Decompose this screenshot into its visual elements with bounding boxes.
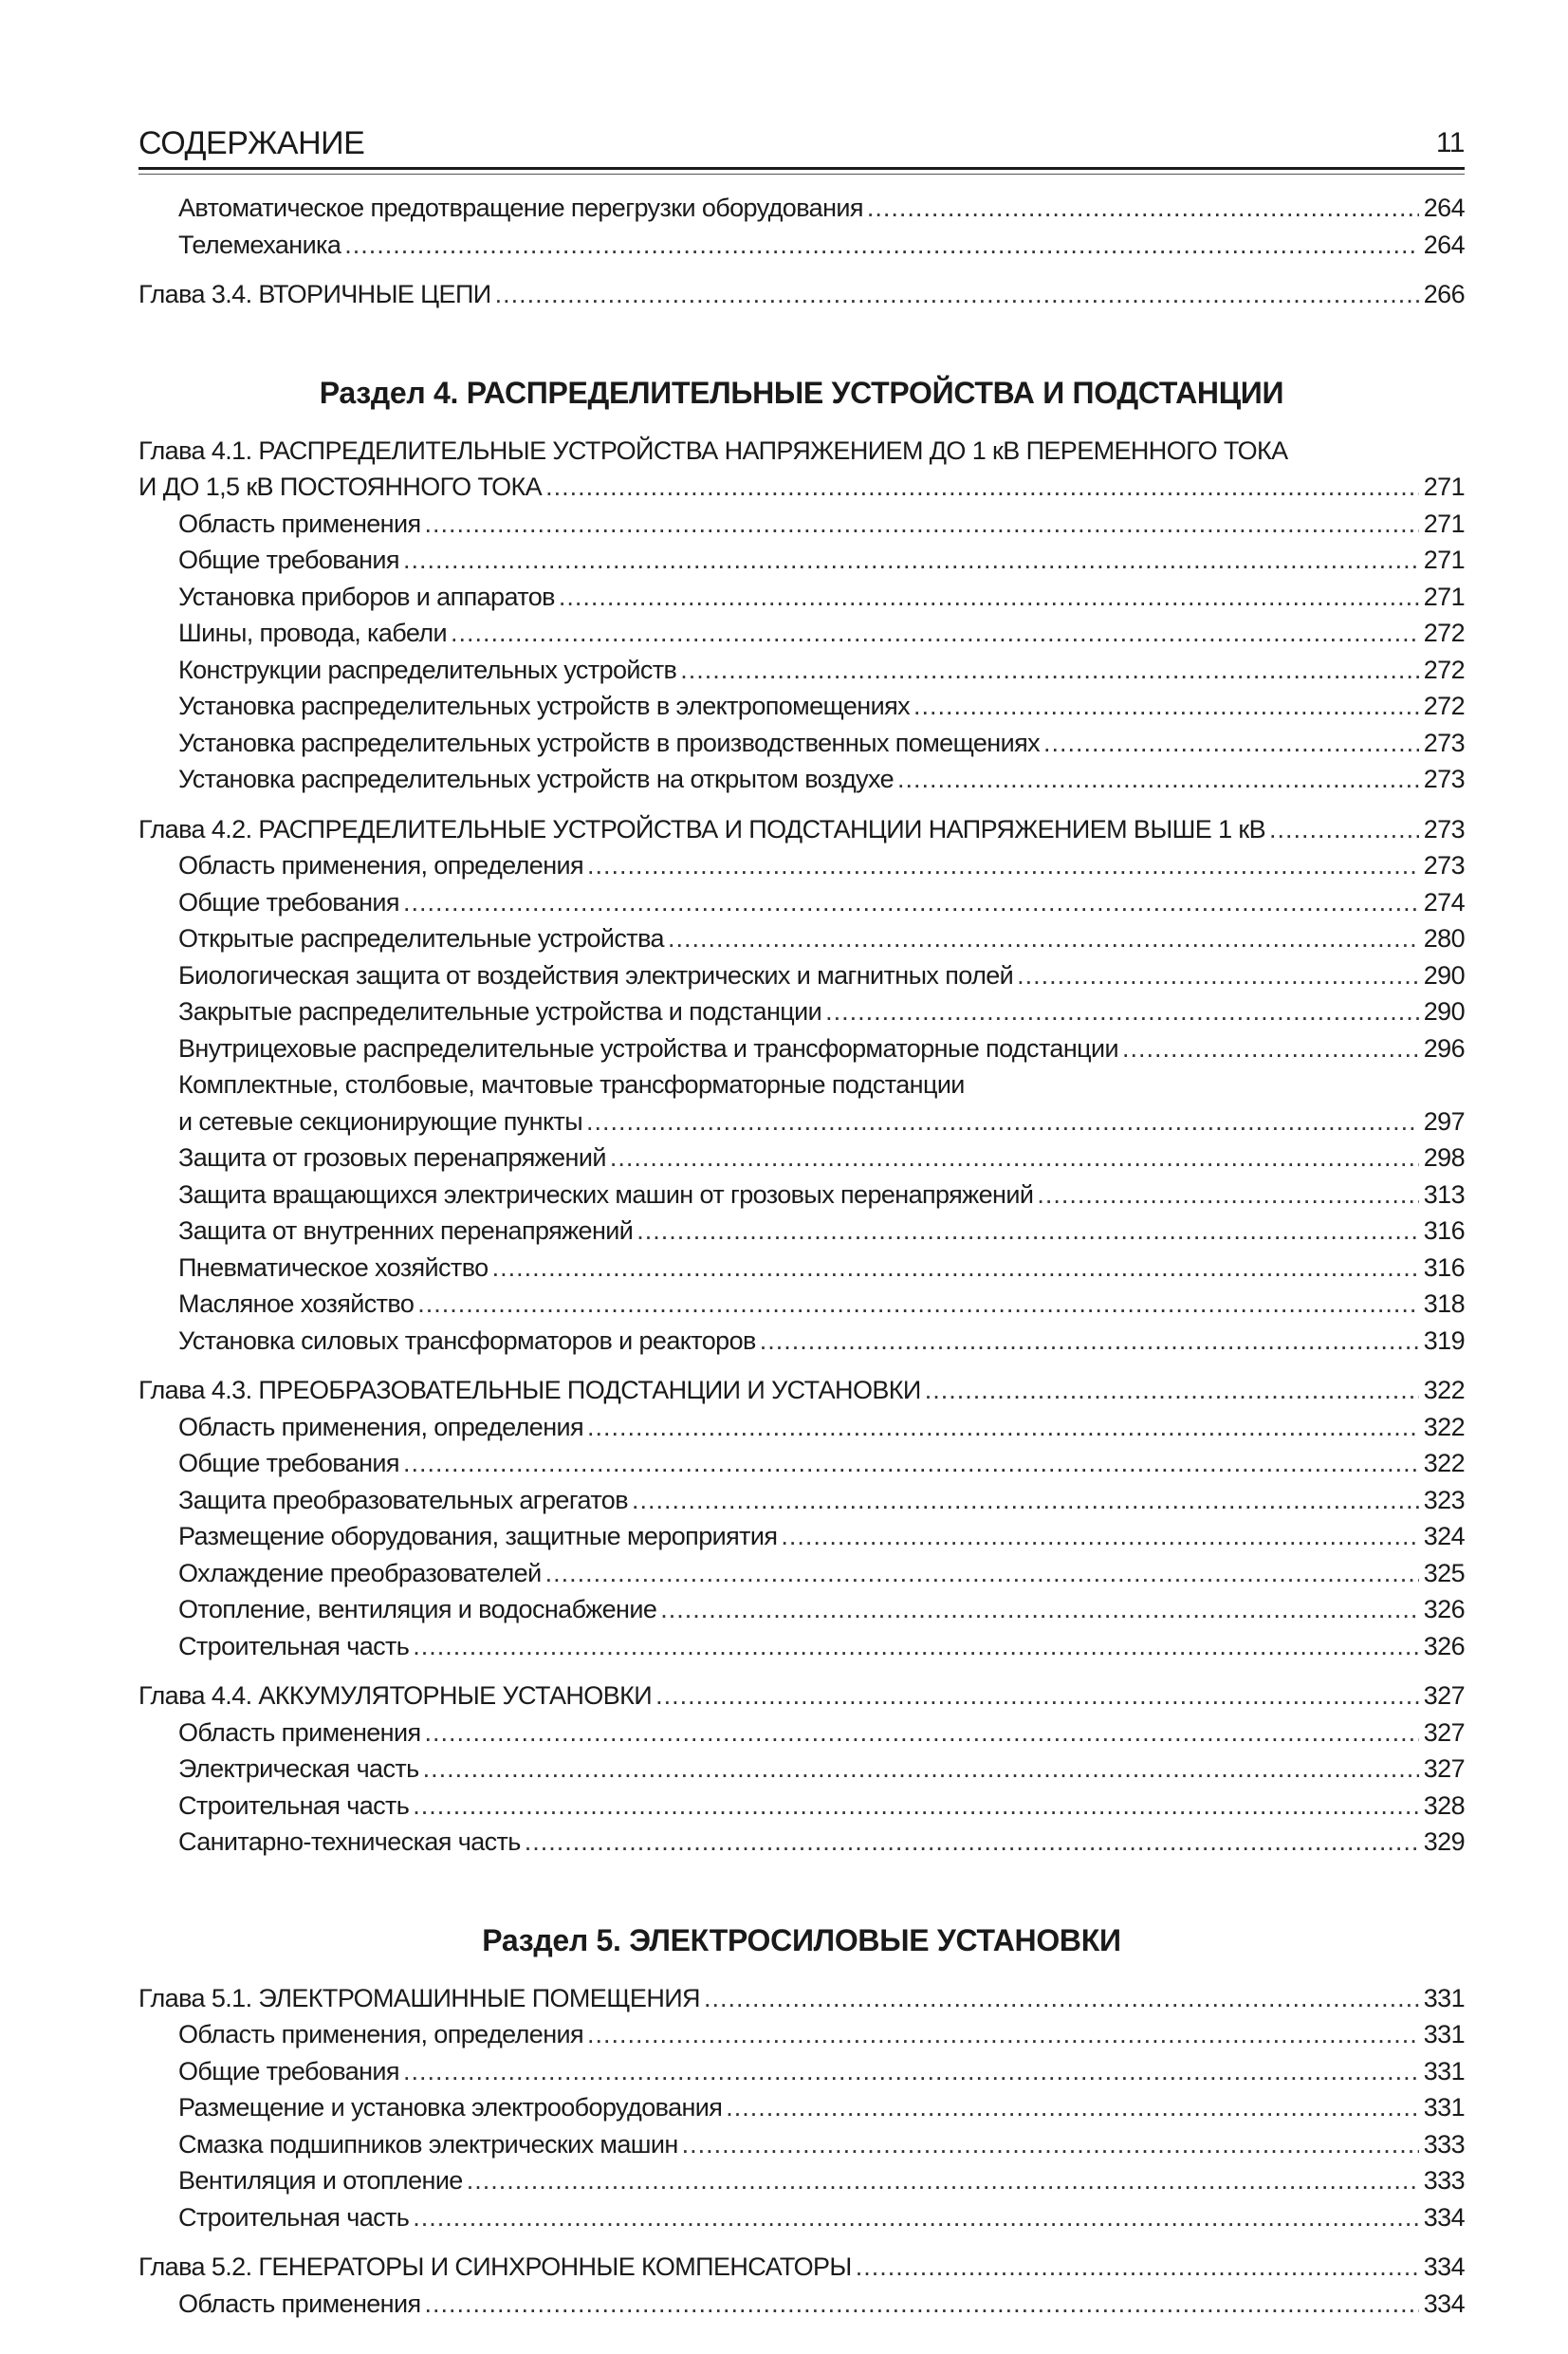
toc-entry-title: Санитарно-техническая часть bbox=[178, 1827, 521, 1856]
toc-entry-title: Вентиляция и отопление bbox=[178, 2166, 463, 2195]
toc-entry-title: Область применения bbox=[178, 1717, 421, 1747]
dot-leader bbox=[867, 190, 1419, 227]
toc-chapter[interactable] bbox=[138, 276, 1465, 313]
toc-entry-page: 326 bbox=[1423, 1595, 1465, 1623]
toc-entry-title: Строительная часть bbox=[178, 1790, 410, 1820]
toc-chapter[interactable] bbox=[138, 469, 1465, 506]
dot-leader bbox=[636, 1213, 1419, 1250]
toc-entry-page: 319 bbox=[1423, 1325, 1465, 1355]
toc-entry-page: 264 bbox=[1423, 194, 1465, 222]
toc-entry[interactable] bbox=[138, 847, 1465, 884]
running-head bbox=[138, 123, 1465, 170]
toc-entry[interactable] bbox=[138, 1591, 1465, 1628]
toc-entry-title: Установка распределительных устройств в электропомещениях bbox=[178, 692, 911, 720]
toc-entry[interactable] bbox=[138, 2126, 1465, 2163]
toc-entry[interactable] bbox=[138, 1518, 1465, 1555]
toc-entry[interactable] bbox=[138, 506, 1465, 543]
dot-leader bbox=[413, 2199, 1419, 2236]
dot-leader bbox=[726, 2089, 1419, 2126]
dot-leader bbox=[403, 542, 1419, 579]
toc-entry-page: 324 bbox=[1423, 1522, 1465, 1550]
dot-leader bbox=[425, 1715, 1420, 1752]
toc-chapter-title-line1[interactable]: Глава 4.1. РАСПРЕДЕЛИТЕЛЬНЫЕ УСТРОЙСТВА НАПРЯЖЕНИЕМ ДО 1 кВ ПЕРЕМЕННОГО ТОКА bbox=[138, 436, 1288, 465]
toc-entry-title: Смазка подшипников электрических машин bbox=[178, 2129, 678, 2159]
toc-entry-page: 273 bbox=[1423, 851, 1465, 880]
dot-leader bbox=[417, 1286, 1419, 1323]
toc-chapter[interactable] bbox=[138, 1677, 1465, 1715]
dot-leader bbox=[632, 1482, 1419, 1519]
dot-leader bbox=[559, 579, 1419, 616]
toc-entry-page: 290 bbox=[1423, 960, 1465, 990]
toc-entry-page: 296 bbox=[1423, 1033, 1465, 1063]
toc-entry[interactable] bbox=[138, 1409, 1465, 1446]
toc-entry-page: 316 bbox=[1423, 1252, 1465, 1282]
dot-leader bbox=[704, 1980, 1419, 2017]
dot-leader bbox=[897, 761, 1419, 798]
toc-entry-title: Строительная часть bbox=[178, 2202, 410, 2232]
toc-list-4-2 bbox=[138, 847, 1465, 1359]
toc-entry-title: Установка силовых трансформаторов и реакторов bbox=[178, 1325, 756, 1355]
toc-chapter[interactable] bbox=[138, 1372, 1465, 1409]
toc-entry-page: 328 bbox=[1423, 1790, 1465, 1820]
toc-entry-title: Электрическая часть bbox=[178, 1754, 419, 1783]
toc-entry-title: Область применения, определения bbox=[178, 1412, 584, 1441]
toc-entry-page: 334 bbox=[1423, 2289, 1465, 2318]
toc-entry-title: Общие требования bbox=[178, 2056, 399, 2085]
toc-entry[interactable] bbox=[138, 920, 1465, 957]
toc-entry-title: Защита от грозовых перенапряжений bbox=[178, 1143, 606, 1172]
toc-entry[interactable] bbox=[138, 957, 1465, 994]
dot-leader bbox=[467, 2162, 1419, 2199]
toc-chapter-title: Глава 3.4. ВТОРИЧНЫЕ ЦЕПИ bbox=[138, 280, 491, 308]
dot-leader bbox=[451, 615, 1419, 652]
toc-chapter[interactable] bbox=[138, 811, 1465, 848]
dot-leader bbox=[403, 2053, 1419, 2090]
toc-entry[interactable] bbox=[138, 2053, 1465, 2090]
toc-entry-page: 318 bbox=[1423, 1289, 1465, 1318]
toc-entry-page: 327 bbox=[1423, 1717, 1465, 1747]
dot-leader bbox=[760, 1323, 1419, 1360]
dot-leader bbox=[403, 1445, 1419, 1482]
toc-entry[interactable] bbox=[138, 542, 1465, 579]
dot-leader bbox=[913, 688, 1419, 725]
toc-entry-title-line2: и сетевые секционирующие пункты bbox=[178, 1106, 583, 1136]
toc-chapter[interactable] bbox=[138, 1980, 1465, 2017]
toc-chapter-title: Глава 5.2. ГЕНЕРАТОРЫ И СИНХРОННЫЕ КОМПЕНСАТОРЫ bbox=[138, 2252, 852, 2281]
toc-entry-page: 280 bbox=[1423, 924, 1465, 953]
toc-chapter-title: Глава 4.4. АККУМУЛЯТОРНЫЕ УСТАНОВКИ bbox=[138, 1681, 653, 1710]
toc-entry[interactable] bbox=[138, 2199, 1465, 2236]
dot-leader bbox=[425, 506, 1420, 543]
toc-chapter-page: 322 bbox=[1423, 1376, 1465, 1404]
toc-entry-title: Строительная часть bbox=[178, 1631, 410, 1660]
toc-entry-title: Защита от внутренних перенапряжений bbox=[178, 1216, 634, 1245]
toc-entry-title: Установка приборов и аппаратов bbox=[178, 582, 555, 611]
toc-entry[interactable] bbox=[138, 1788, 1465, 1825]
toc-entry-title: Внутрицеховые распределительные устройства и трансформаторные подстанции bbox=[178, 1033, 1118, 1063]
section-title: Раздел 4. РАСПРЕДЕЛИТЕЛЬНЫЕ УСТРОЙСТВА И ПОДСТАНЦИИ bbox=[319, 375, 1284, 410]
dot-leader bbox=[781, 1518, 1419, 1555]
toc-chapter-title: Глава 4.2. РАСПРЕДЕЛИТЕЛЬНЫЕ УСТРОЙСТВА И ПОДСТАНЦИИ НАПРЯЖЕНИЕМ ВЫШЕ 1 кВ bbox=[138, 814, 1266, 843]
toc-entry[interactable] bbox=[138, 2162, 1465, 2199]
toc-entry[interactable] bbox=[138, 1445, 1465, 1482]
toc-entry-page: 313 bbox=[1423, 1179, 1465, 1209]
dot-leader bbox=[682, 2126, 1419, 2163]
toc-entry-page: 333 bbox=[1423, 2129, 1465, 2159]
toc-entry[interactable] bbox=[138, 1286, 1465, 1323]
toc-page bbox=[138, 123, 1465, 2322]
toc-chapter-title: Глава 4.3. ПРЕОБРАЗОВАТЕЛЬНЫЕ ПОДСТАНЦИИ И УСТАНОВКИ bbox=[138, 1376, 921, 1404]
dot-leader bbox=[492, 1250, 1419, 1287]
toc-entry-page: 271 bbox=[1423, 546, 1465, 574]
toc-list-5-2 bbox=[138, 2286, 1465, 2323]
dot-leader bbox=[587, 2016, 1419, 2053]
dot-leader bbox=[344, 227, 1419, 264]
toc-entry[interactable] bbox=[138, 1140, 1465, 1177]
toc-chapter-title: Глава 5.1. ЭЛЕКТРОМАШИННЫЕ ПОМЕЩЕНИЯ bbox=[138, 1983, 700, 2012]
toc-entry-page: 329 bbox=[1423, 1827, 1465, 1856]
toc-entry[interactable] bbox=[138, 227, 1465, 264]
toc-entry-page: 272 bbox=[1423, 619, 1465, 647]
toc-entry-title: Биологическая защита от воздействия электрических и магнитных полей bbox=[178, 960, 1014, 990]
toc-chapter[interactable] bbox=[138, 2249, 1465, 2286]
toc-entry-title: Установка распределительных устройств на открытом воздухе bbox=[178, 765, 895, 793]
toc-entry[interactable] bbox=[138, 761, 1465, 798]
dot-leader bbox=[403, 884, 1419, 921]
dot-leader bbox=[925, 1372, 1419, 1409]
toc-entry-page: 322 bbox=[1423, 1412, 1465, 1441]
toc-entry[interactable] bbox=[138, 993, 1465, 1030]
dot-leader bbox=[856, 2249, 1419, 2286]
toc-list-4-3 bbox=[138, 1409, 1465, 1665]
toc-entry[interactable] bbox=[138, 1715, 1465, 1752]
dot-leader bbox=[545, 469, 1419, 506]
dot-leader bbox=[545, 1555, 1419, 1592]
toc-entry-page: 316 bbox=[1423, 1216, 1465, 1245]
toc-entry[interactable] bbox=[138, 884, 1465, 921]
running-head-title: СОДЕРЖАНИЕ bbox=[138, 125, 365, 161]
toc-entry[interactable] bbox=[138, 1555, 1465, 1592]
toc-entry-title: Общие требования bbox=[178, 1449, 399, 1477]
dot-leader bbox=[587, 847, 1419, 884]
toc-entry-title: Пневматическое хозяйство bbox=[178, 1252, 489, 1282]
toc-chapter-title-line2: И ДО 1,5 кВ ПОСТОЯННОГО ТОКА bbox=[138, 473, 543, 501]
dot-leader bbox=[668, 920, 1419, 957]
toc-entry-page: 326 bbox=[1423, 1631, 1465, 1660]
toc-entry-page: 297 bbox=[1423, 1106, 1465, 1136]
toc-entry-title: Открытые распределительные устройства bbox=[178, 924, 664, 953]
section-title: Раздел 5. ЭЛЕКТРОСИЛОВЫЕ УСТАНОВКИ bbox=[482, 1922, 1121, 1957]
toc-entry[interactable] bbox=[138, 1213, 1465, 1250]
dot-leader bbox=[660, 1591, 1419, 1628]
toc-chapter-page: 266 bbox=[1423, 280, 1465, 308]
toc-entry-title: Область применения bbox=[178, 2289, 421, 2318]
toc-entry-page: 331 bbox=[1423, 2056, 1465, 2085]
toc-entry-page: 325 bbox=[1423, 1558, 1465, 1587]
dot-leader bbox=[425, 2286, 1420, 2323]
dot-leader bbox=[413, 1788, 1419, 1825]
toc-entry-page: 264 bbox=[1423, 230, 1465, 259]
toc-list-4-1 bbox=[138, 506, 1465, 798]
dot-leader bbox=[1043, 725, 1419, 762]
toc-chapter-page: 331 bbox=[1423, 1983, 1465, 2012]
toc-entry-page: 323 bbox=[1423, 1485, 1465, 1514]
toc-entry-title: Защита вращающихся электрических машин от грозовых перенапряжений bbox=[178, 1179, 1034, 1209]
toc-entry-title: Установка распределительных устройств в производственных помещениях bbox=[178, 728, 1041, 757]
header-divider bbox=[138, 174, 1465, 175]
toc-entry[interactable] bbox=[138, 688, 1465, 725]
toc-chapter-page: 273 bbox=[1423, 814, 1465, 843]
dot-leader bbox=[423, 1751, 1419, 1788]
toc-entry-page: 333 bbox=[1423, 2166, 1465, 2195]
toc-entry-title: Общие требования bbox=[178, 887, 399, 917]
dot-leader bbox=[1122, 1030, 1419, 1067]
toc-entry-title: Отопление, вентиляция и водоснабжение bbox=[178, 1595, 657, 1623]
toc-entry-page: 327 bbox=[1423, 1754, 1465, 1783]
toc-entry-title: Размещение оборудования, защитные мероприятия bbox=[178, 1522, 778, 1550]
dot-leader bbox=[1017, 957, 1419, 994]
toc-chapter-page: 271 bbox=[1423, 473, 1465, 501]
toc-list-5-1 bbox=[138, 2016, 1465, 2235]
toc-entry-title: Автоматическое предотвращение перегрузки оборудования bbox=[178, 194, 863, 222]
dot-leader bbox=[525, 1824, 1419, 1861]
toc-entry-page: 273 bbox=[1423, 765, 1465, 793]
toc-entry[interactable] bbox=[138, 190, 1465, 227]
toc-entry-title: Размещение и установка электрооборудования bbox=[178, 2093, 723, 2122]
toc-entry[interactable] bbox=[138, 2286, 1465, 2323]
toc-entry[interactable] bbox=[138, 1030, 1465, 1067]
toc-entry-page: 271 bbox=[1423, 509, 1465, 538]
toc-entry-page: 298 bbox=[1423, 1143, 1465, 1172]
toc-entry-page: 271 bbox=[1423, 582, 1465, 611]
toc-entry-page: 272 bbox=[1423, 692, 1465, 720]
toc-entry-page: 334 bbox=[1423, 2202, 1465, 2232]
toc-chapter-page: 334 bbox=[1423, 2252, 1465, 2281]
toc-entry-title: Шины, провода, кабели bbox=[178, 619, 447, 647]
toc-entry-title: Область применения bbox=[178, 509, 421, 538]
dot-leader bbox=[825, 993, 1419, 1030]
toc-entry-title: Конструкции распределительных устройств bbox=[178, 655, 677, 684]
toc-entry-title: Телемеханика bbox=[178, 230, 341, 259]
dot-leader bbox=[610, 1140, 1419, 1177]
toc-entry-page: 290 bbox=[1423, 997, 1465, 1026]
toc-list-4-4 bbox=[138, 1715, 1465, 1861]
toc-entry[interactable] bbox=[138, 2089, 1465, 2126]
toc-entry-title: Общие требования bbox=[178, 546, 399, 574]
toc-entry-page: 331 bbox=[1423, 2093, 1465, 2122]
dot-leader bbox=[413, 1628, 1419, 1665]
toc-entry[interactable] bbox=[138, 1751, 1465, 1788]
dot-leader bbox=[587, 1409, 1419, 1446]
toc-entry-title: Область применения, определения bbox=[178, 851, 584, 880]
toc-chapter-page: 327 bbox=[1423, 1681, 1465, 1710]
toc-entry-page: 331 bbox=[1423, 2020, 1465, 2048]
dot-leader bbox=[495, 276, 1419, 313]
toc-entry-page: 273 bbox=[1423, 728, 1465, 757]
page-number: 11 bbox=[1435, 127, 1465, 158]
toc-entry-title: Охлаждение преобразователей bbox=[178, 1558, 542, 1587]
toc-entry-title: Закрытые распределительные устройства и подстанции bbox=[178, 997, 822, 1026]
toc-entry[interactable] bbox=[138, 725, 1465, 762]
toc-entry-page: 274 bbox=[1423, 887, 1465, 917]
toc-entry[interactable] bbox=[138, 652, 1465, 689]
toc-entry[interactable] bbox=[138, 1250, 1465, 1287]
toc-entry[interactable] bbox=[138, 1103, 1465, 1140]
toc-entry-title: Область применения, определения bbox=[178, 2020, 584, 2048]
toc-entry[interactable] bbox=[138, 2016, 1465, 2053]
toc-entry-title: Масляное хозяйство bbox=[178, 1289, 415, 1318]
dot-leader bbox=[680, 652, 1419, 689]
dot-leader bbox=[1037, 1177, 1419, 1214]
toc-entry[interactable] bbox=[138, 579, 1465, 616]
toc-entry[interactable] bbox=[138, 1177, 1465, 1214]
dot-leader bbox=[1269, 811, 1419, 848]
toc-entry-title-line1[interactable]: Комплектные, столбовые, мачтовые трансформаторные подстанции bbox=[178, 1070, 965, 1099]
toc-entry[interactable] bbox=[138, 615, 1465, 652]
toc-entry-title: Защита преобразовательных агрегатов bbox=[178, 1485, 628, 1514]
toc-entry-page: 272 bbox=[1423, 655, 1465, 684]
dot-leader bbox=[586, 1103, 1419, 1140]
dot-leader bbox=[655, 1677, 1419, 1715]
toc-entry[interactable] bbox=[138, 1824, 1465, 1861]
toc-entry-page: 322 bbox=[1423, 1449, 1465, 1477]
toc-entry[interactable] bbox=[138, 1628, 1465, 1665]
toc-entry[interactable] bbox=[138, 1482, 1465, 1519]
toc-entry[interactable] bbox=[138, 1323, 1465, 1360]
